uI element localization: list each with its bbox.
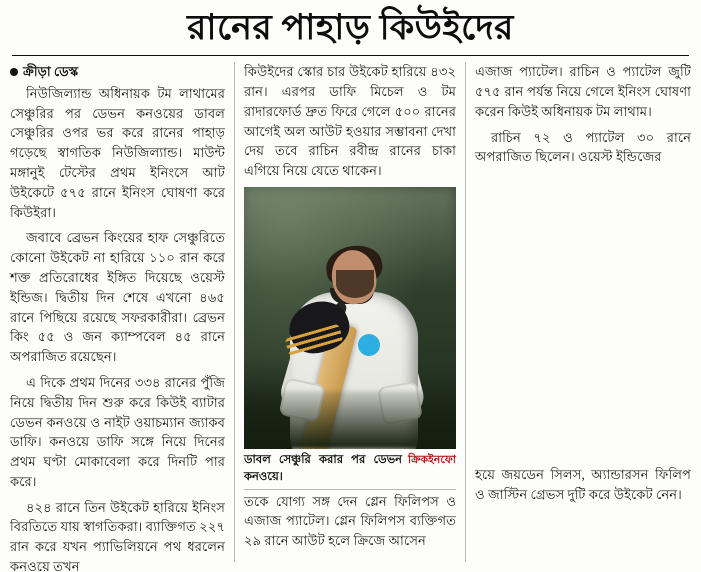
photo-caption xyxy=(244,449,456,490)
byline xyxy=(10,62,225,82)
paragraph: নিউজিল্যান্ড অধিনায়ক টম লাথামের সেঞ্চুরির পর ডেভন কনওয়ের ডাবল সেঞ্চুরির ওপর ভর করে রানের পাহাড় গড়েছে স্বাগতিক নিউজিল্যান্ড। মাউন্ট মঙ্গানুই টেস্টের প্রথম ইনিংসে আট উইকেটে ৫৭৫ রানে ইনিংস ঘোষণা করে কিউইরা। xyxy=(10,85,225,220)
paragraph: জবাবে ব্রেভন কিংয়ের হাফ সেঞ্চুরিতে কোনো উইকেট না হারিয়ে ১১০ রান করে শক্ত প্রতিরোধের ইঙ্গিত দিয়েছে ওয়েস্ট ইন্ডিজ। দ্বিতীয় দিন শেষে এখনো ৪৬৫ রানে পিছিয়ে রয়েছে সফরকারীরা। ব্রেভন কিং ৫৫ ও জন ক্যাম্পবেল ৪৫ রানে অপরাজিত রয়েছেন। xyxy=(10,230,225,365)
paragraph: এজাজ প্যাটেল। রাচিন ও প্যাটেল জুটি ৫৭৫ রান পর্যন্ত নিয়ে গেলে ইনিংস ঘোষণা করেন কিউই অধিনায়ক টম লাথাম। xyxy=(475,64,691,119)
article-columns xyxy=(10,62,691,572)
photo-spacer xyxy=(475,173,691,465)
paragraph: এ দিকে প্রথম দিনের ৩৩৪ রানের পুঁজি নিয়ে দ্বিতীয় দিন শুরু করে কিউই ব্যাটার ডেভন কনওয়ে ও নাইট ওয়াচম্যান জ্যাকব ডাফি। কনওয়ে ডাফি সঙ্গে নিয়ে দিনের প্রথম ঘণ্টা মোকাবেলা করে দিনটি পার করে। xyxy=(10,374,225,489)
paragraph: হয়ে জয়ডেন সিলস, অ্যান্ডারসন ফিলিপ ও জাস্টিন গ্রেভস দুটি করে উইকেট নেন। xyxy=(475,467,691,503)
column-three xyxy=(466,62,691,562)
paragraph: কিউইদের স্কোর চার উইকেট হারিয়ে ৪৩২ রান। এরপর ডাফি মিচেল ও টম রাদারফোর্ড দ্রুত ফিরে গেলে ৫০০ রানের আগেই অল আউট হওয়ার সম্ভাবনা দেখা দেয় তবে রাচিন রবীন্দ্র রানের চাকা এগিয়ে নিয়ে যেতে থাকেন। xyxy=(244,64,456,179)
byline-label: ক্রীড়া ডেস্ক xyxy=(23,64,79,80)
column-two xyxy=(234,62,466,562)
column-one xyxy=(10,62,234,572)
photo-cricketer-celebrating xyxy=(244,187,456,449)
paragraph: রাচিন ৭২ ও প্যাটেল ৩০ রানে অপরাজিত ছিলেন। ওয়েস্ট ইন্ডিজের xyxy=(475,129,691,165)
page-title: রানের পাহাড় কিউইদের xyxy=(187,8,514,47)
paragraph: তকে যোগ্য সঙ্গ দেন গ্লেন ফিলিপস ও এজাজ প্যাটেল। গ্লেন ফিলিপস ব্যক্তিগত ২৯ রানে আউট হলে ক্রিজে আসেন xyxy=(244,493,456,549)
player-beard xyxy=(336,270,374,298)
caption-text: ডাবল সেঞ্চুরি করার পর ডেভন কনওয়ে। xyxy=(244,454,403,484)
photo-foreground-grass xyxy=(244,391,456,449)
bullet-icon xyxy=(10,68,18,76)
photo-block xyxy=(244,187,456,490)
paragraph: ৪২৪ রানে তিন উইকেট হারিয়ে ইনিংস বিরতিতে যায় স্বাগতিকরা। ব্যাক্তিগত ২২৭ রান করে যখন প্যাভিলিয়নে পথ ধরলেন কনওয়ে তখন xyxy=(10,499,225,572)
headline-divider xyxy=(12,55,689,56)
caption-credit: ক্রিকইনফো xyxy=(408,454,456,467)
